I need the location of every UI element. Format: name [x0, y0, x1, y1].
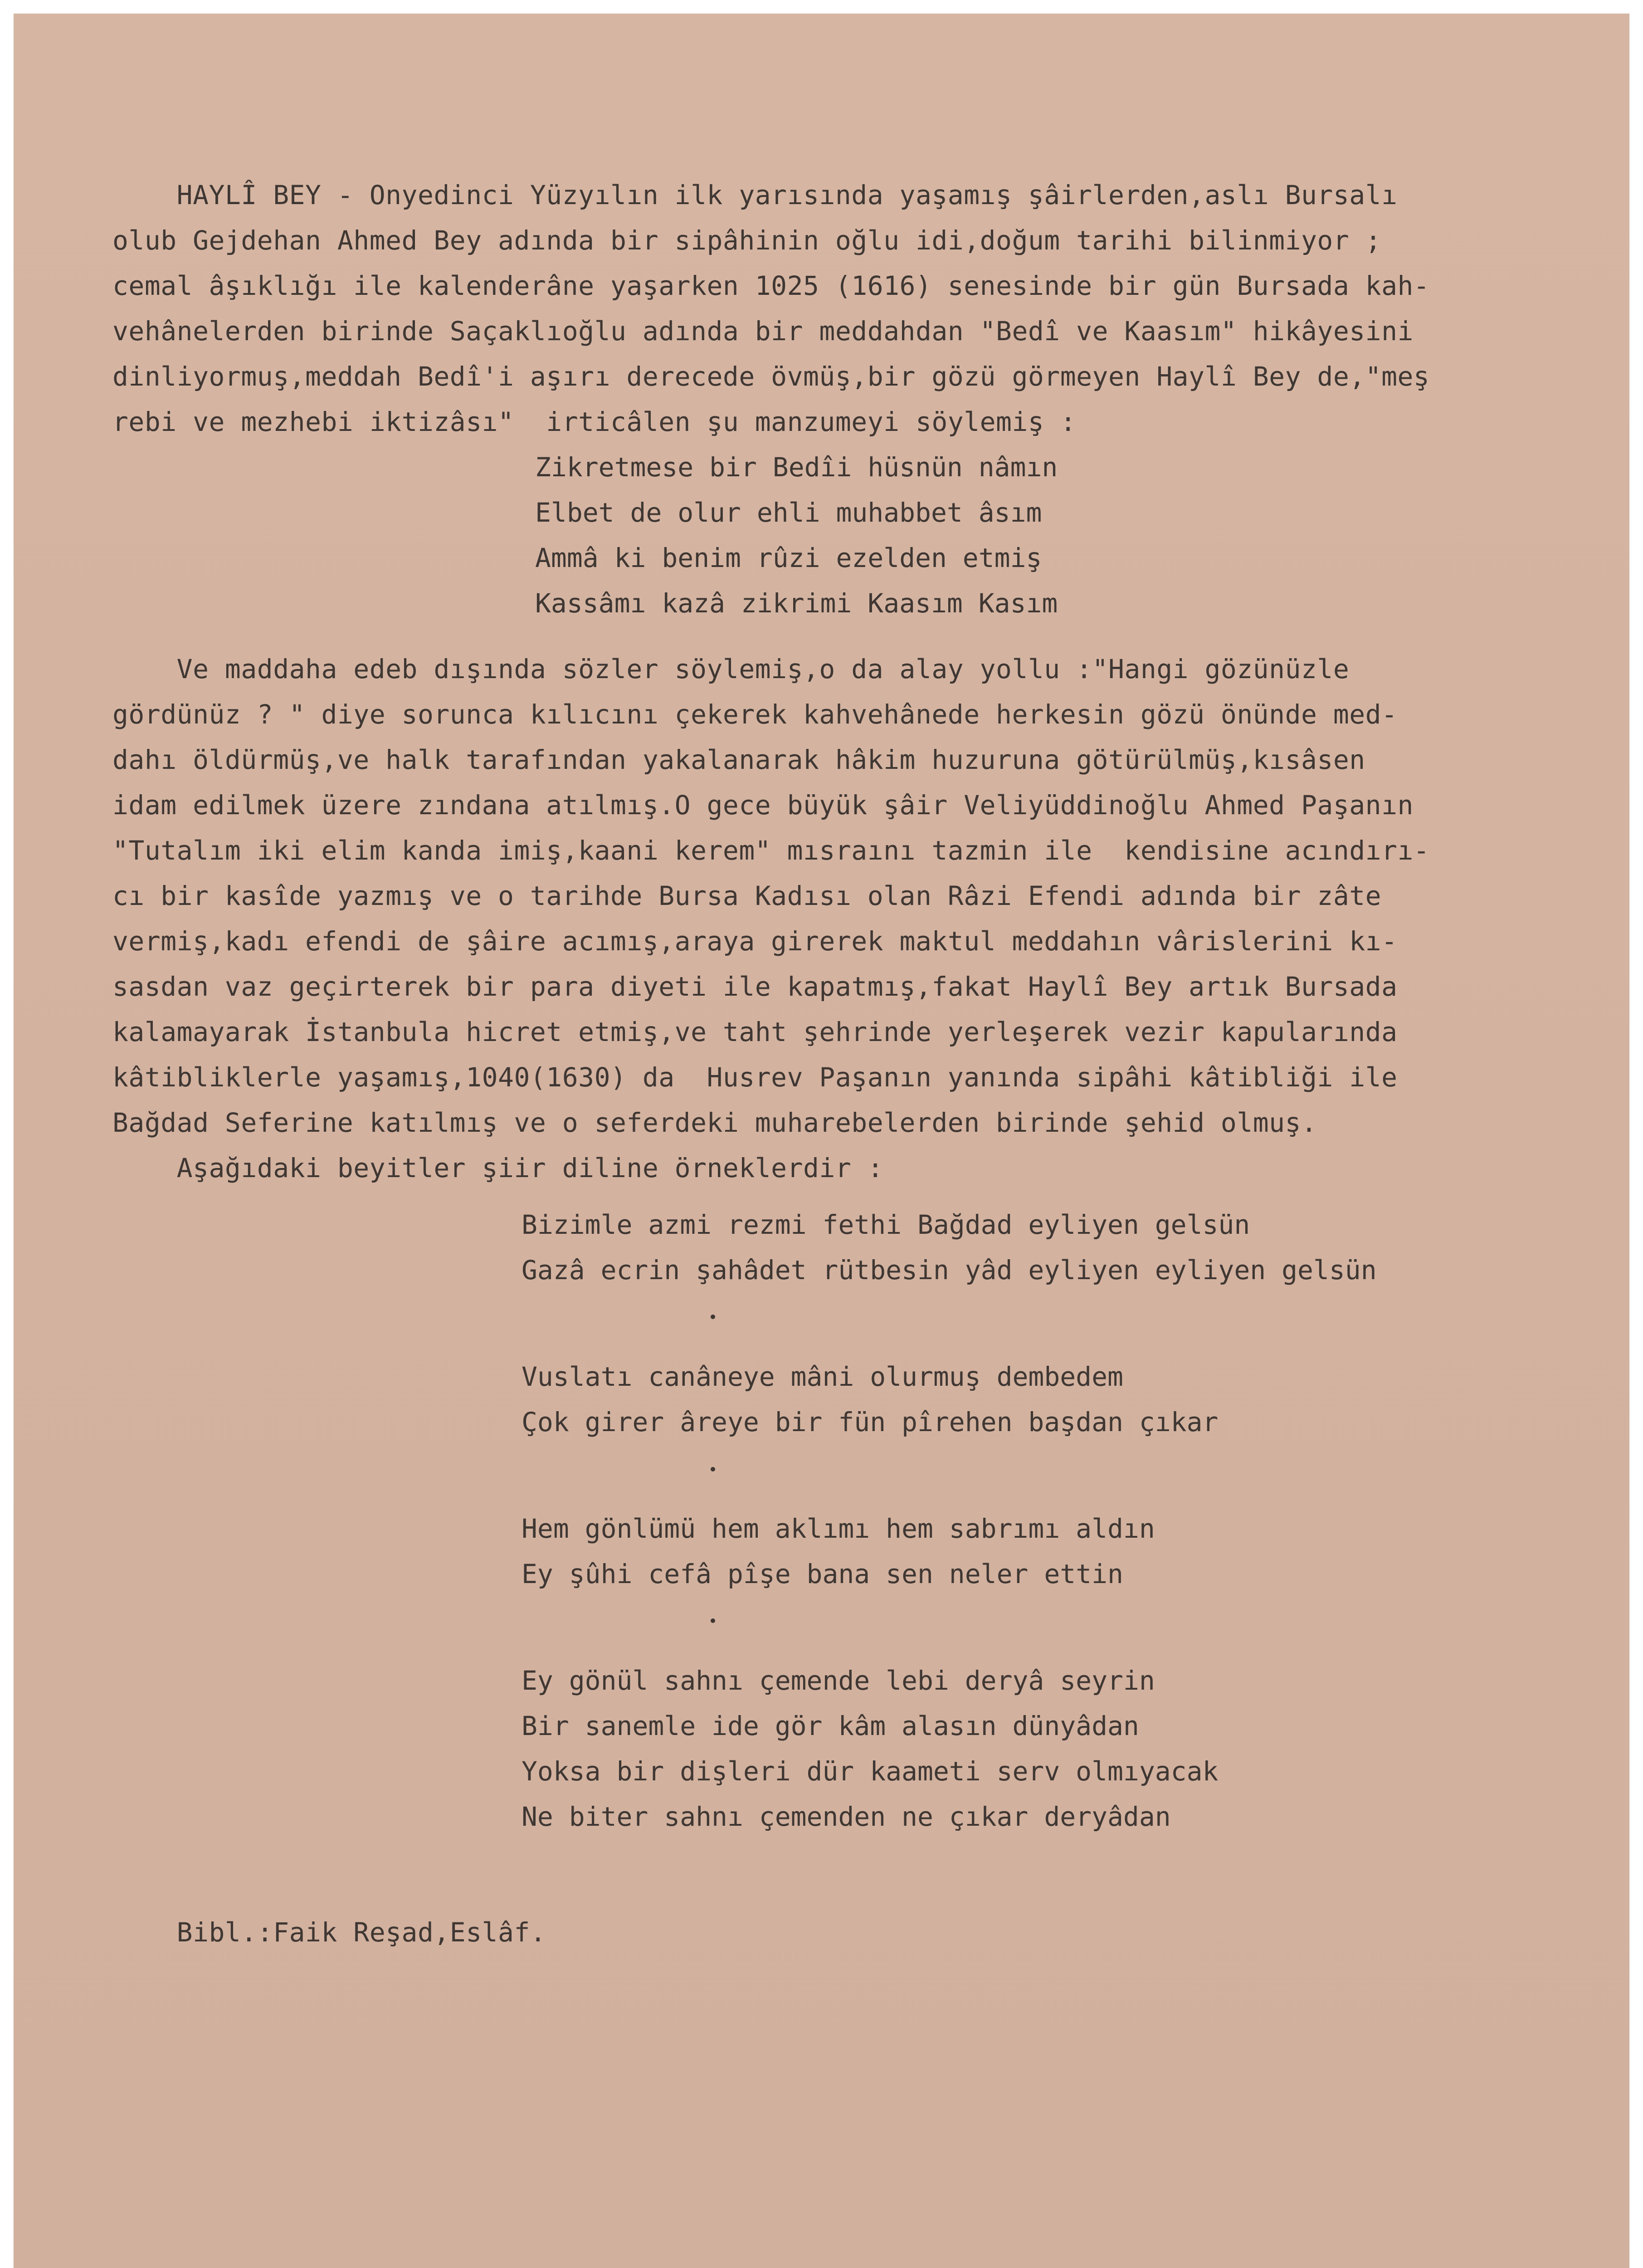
- verse-line: Bizimle azmi rezmi fethi Bağdad eyliyen gelsün: [522, 1209, 1250, 1240]
- text-line: "Tutalım iki elim kanda imiş,kaani kerem" mısraını tazmin ile kendisine acındırı-: [112, 835, 1430, 866]
- biography-paragraph: [112, 646, 1623, 1191]
- verse-line: Gazâ ecrin şahâdet rütbesin yâd eyliyen eyliyen gelsün: [522, 1255, 1377, 1286]
- text-line: rebi ve mezhebi iktizâsı" irticâlen şu manzumeyi söylemiş :: [112, 406, 1077, 437]
- separator-dot: [711, 1618, 715, 1623]
- verse-line: Vuslatı canâneye mâni olurmuş dembedem: [522, 1361, 1123, 1392]
- text-line: kalamayarak İstanbula hicret etmiş,ve taht şehrinde yerleşerek vezir kapularında: [112, 1017, 1398, 1047]
- bibliography-line: Bibl.:Faik Reşad,Eslâf.: [112, 1917, 546, 1948]
- verse-line: Elbet de olur ehli muhabbet âsım: [535, 497, 1042, 528]
- verse-line: Bir sanemle ide gör kâm alasın dünyâdan: [522, 1711, 1139, 1741]
- separator-dot: [711, 1467, 715, 1471]
- document-page: [14, 14, 1629, 2268]
- text-line: HAYLÎ BEY - Onyedinci Yüzyılın ilk yarısında yaşamış şâirlerden,aslı Bursalı: [112, 180, 1398, 210]
- verse-line: Hem gönlümü hem aklımı hem sabrımı aldın: [522, 1513, 1155, 1544]
- text-line: Aşağıdaki beyitler şiir diline örneklerdir :: [112, 1153, 884, 1183]
- text-line: sasdan vaz geçirterek bir para diyeti ile kapatmış,fakat Haylî Bey artık Bursada: [112, 971, 1398, 1002]
- text-line: kâtibliklerle yaşamış,1040(1630) da Husrev Paşanın yanında sipâhi kâtibliği ile: [112, 1062, 1398, 1093]
- text-line: Bağdad Seferine katılmış ve o seferdeki muharebelerden birinde şehid olmuş.: [112, 1107, 1317, 1138]
- couplet-2: [522, 1354, 1218, 1445]
- separator-dot: [711, 1315, 715, 1319]
- text-line: cı bir kasîde yazmış ve o tarihde Bursa Kadısı olan Râzi Efendi adında bir zâte: [112, 880, 1382, 911]
- verse-line: Çok girer âreye bir fün pîrehen başdan çıkar: [522, 1407, 1219, 1437]
- text-line: gördünüz ? " diye sorunca kılıcını çekerek kahvehânede herkesin gözü önünde med-: [112, 699, 1398, 730]
- verse-line: Kassâmı kazâ zikrimi Kaasım Kasım: [535, 588, 1058, 619]
- verse-line: Ne biter sahnı çemenden ne çıkar deryâdan: [522, 1801, 1171, 1832]
- quatrain: [522, 1658, 1218, 1839]
- text-line: cemal âşıklığı ile kalenderâne yaşarken 1025 (1616) senesinde bir gün Bursada kah-: [112, 270, 1430, 301]
- text-line: idam edilmek üzere zındana atılmış.O gece büyük şâir Veliyüddinoğlu Ahmed Paşanın: [112, 790, 1414, 821]
- verse-line: Ey şûhi cefâ pîşe bana sen neler ettin: [522, 1559, 1123, 1589]
- verse-line: Zikretmese bir Bedîi hüsnün nâmın: [535, 452, 1058, 483]
- text-line: vermiş,kadı efendi de şâire acımış,araya girerek maktul meddahın vârislerini kı-: [112, 926, 1398, 957]
- verse-line: Ey gönül sahnı çemende lebi deryâ seyrin: [522, 1665, 1155, 1696]
- couplet-1: [522, 1202, 1377, 1293]
- text-line: dahı öldürmüş,ve halk tarafından yakalanarak hâkim huzuruna götürülmüş,kısâsen: [112, 744, 1365, 775]
- text-line: vehânelerden birinde Saçaklıoğlu adında bir meddahdan "Bedî ve Kaasım" hikâyesini: [112, 316, 1414, 347]
- verse-line: Ammâ ki benim rûzi ezelden etmiş: [535, 543, 1042, 573]
- first-verse: [535, 445, 1058, 626]
- bibliography: [112, 1910, 1623, 1955]
- intro-paragraph: [112, 172, 1623, 445]
- text-line: dinliyormuş,meddah Bedî'i aşırı derecede övmüş,bir gözü görmeyen Haylî Bey de,"meş: [112, 361, 1430, 392]
- couplet-3: [522, 1506, 1155, 1597]
- verse-line: Yoksa bir dişleri dür kaameti serv olmıyacak: [522, 1756, 1219, 1787]
- text-line: olub Gejdehan Ahmed Bey adında bir sipâhinin oğlu idi,doğum tarihi bilinmiyor ;: [112, 225, 1382, 256]
- text-line: Ve maddaha edeb dışında sözler söylemiş,o da alay yollu :"Hangi gözünüzle: [112, 654, 1350, 684]
